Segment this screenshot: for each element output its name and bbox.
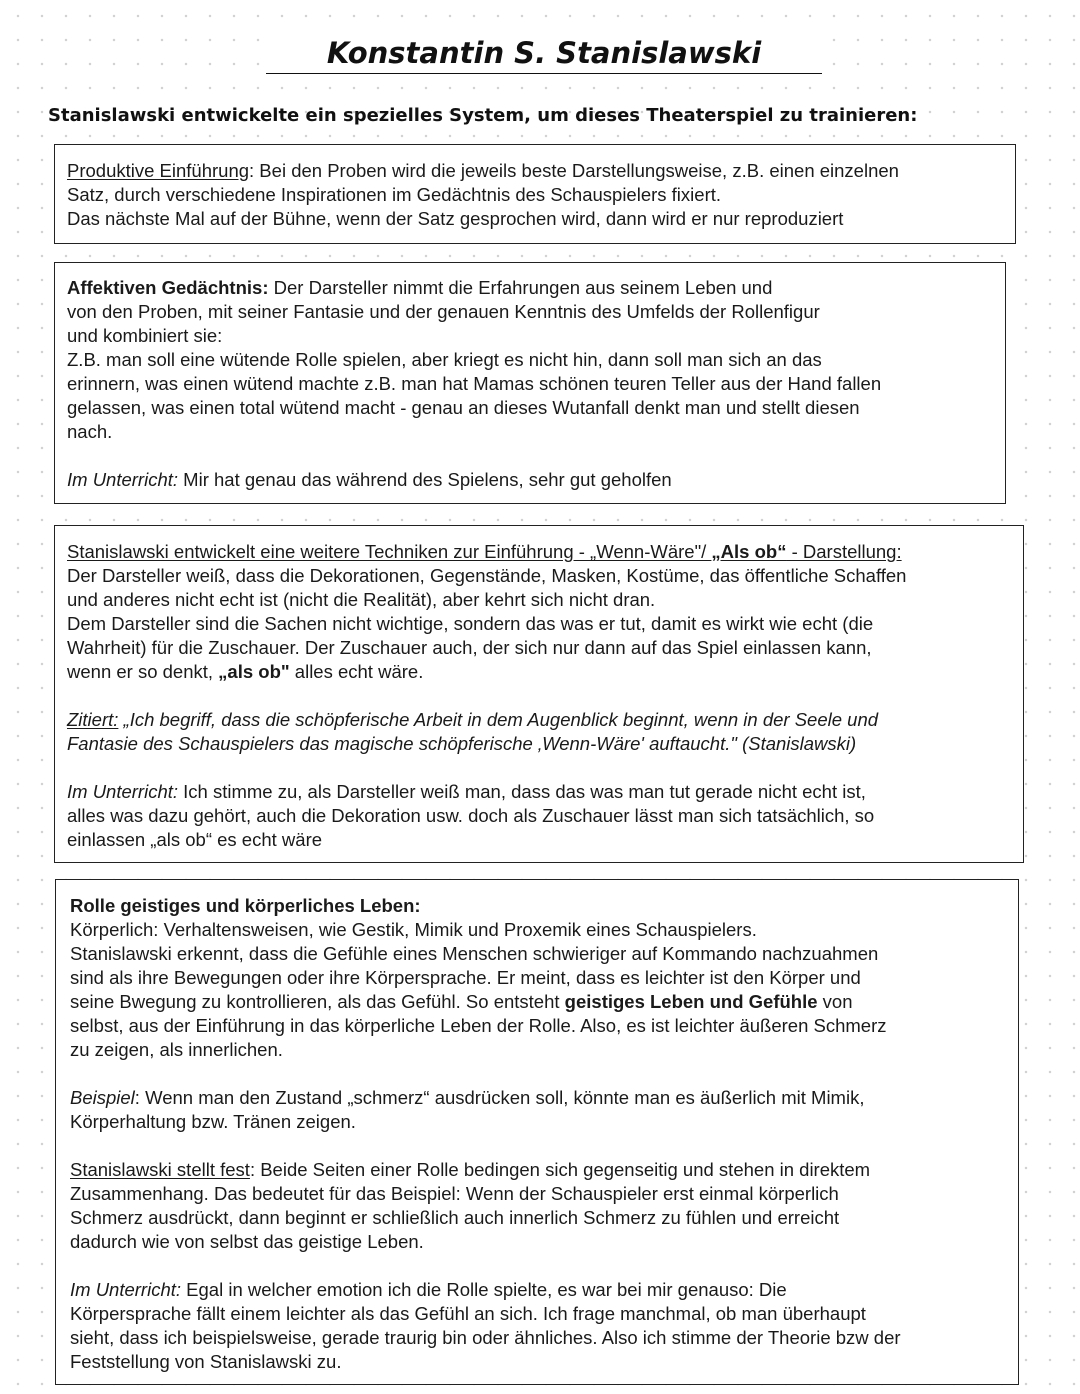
- emphasis-text: „als ob": [218, 661, 290, 682]
- quote: [67, 708, 1011, 756]
- class-note: [67, 468, 993, 492]
- intro-text: Stanislawski entwickelte ein spezielles System, um dieses Theaterspiel zu trainieren:: [48, 105, 918, 126]
- class-note-label: Im Unterricht:: [67, 469, 179, 490]
- section-heading: [67, 541, 902, 562]
- heading-bold: „Als ob“: [711, 541, 787, 562]
- section-text: Der Darsteller nimmt die Erfahrungen aus seinem Leben und von den Proben, mit seiner Fantasie und der genauen Kenntnis des Umfelds der Rollenfigur und kombiniert sie: Z.B. man soll eine wütende Rolle spielen, aber kriegt es nicht hin, dann soll man sich an das erinnern, was einen wütend machte z.B. man hat Mamas schönen teuren Teller aus der Hand fallen gelassen, was einen total wütend macht - genau an dieses Wutanfall denkt man und stellt diesen nach.: [67, 277, 882, 442]
- class-note-text: Ich stimme zu, als Darsteller weiß man, dass das was man tut gerade nicht echt ist, alles was dazu gehört, auch die Dekoration usw. doch als Zuschauer lässt man sich tatsächlich, so einlassen „als ob“ es echt wäre: [67, 781, 875, 850]
- section-text: von selbst, aus der Einführung in das körperliche Leben der Rolle. Also, es ist leichter äußeren Schmerz zu zeigen, als innerlichen.: [70, 991, 887, 1060]
- class-note-label: Im Unterricht:: [70, 1279, 182, 1300]
- section-affektives-gedaechtnis: [54, 262, 1006, 504]
- class-note-text: Mir hat genau das während des Spielens, sehr gut geholfen: [178, 469, 672, 490]
- heading-part: - Darstellung:: [786, 541, 902, 562]
- section-heading: Produktive Einführung: [67, 160, 250, 181]
- quote-text: „Ich begriff, dass die schöpferische Arbeit in dem Augenblick beginnt, wenn in der Seele und Fantasie des Schauspielers das magische schöpferische ‚Wenn-Wäre' auftaucht." (Stanislawski): [67, 709, 879, 754]
- finding-text: : Beide Seiten einer Rolle bedingen sich gegenseitig und stehen in direktem Zusammenhang. Das bedeutet für das Beispiel: Wenn der Schauspieler erst einmal körperlich Schmerz ausdrückt, dann beginnt er schließlich auch innerlich Schmerz zu fühlen und erreicht dadurch wie von selbst das geistige Leben.: [70, 1159, 871, 1252]
- class-note-label: Im Unterricht:: [67, 781, 179, 802]
- section-produktive-einfuehrung: [54, 144, 1016, 244]
- section-body: [70, 894, 1004, 1062]
- section-body: [67, 276, 993, 444]
- example-text: : Wenn man den Zustand „schmerz“ ausdrücken soll, könnte man es äußerlich mit Mimik, Körperhaltung bzw. Tränen zeigen.: [70, 1087, 865, 1132]
- section-text: alles echt wäre.: [289, 661, 424, 682]
- section-text: Der Darsteller weiß, dass die Dekorationen, Gegenstände, Masken, Kostüme, das öffentliche Schaffen und anderes nicht echt ist (nicht die Realität), aber kehrt sich nicht dran. Dem Darsteller sind die Sachen nicht wichtige, sondern das was er tut, damit es wirkt wie echt (die Wahrheit) für die Zuschauer. Der Zuschauer auch, der sich nur dann auf das Spiel einlassen kann, wenn er so denkt,: [67, 565, 907, 682]
- section-heading: Affektiven Gedächtnis:: [67, 277, 269, 298]
- section-geistiges-koerperliches-leben: [55, 879, 1019, 1385]
- finding: [70, 1158, 1004, 1254]
- section-text: Körperlich: Verhaltensweisen, wie Gestik, Mimik und Proxemik eines Schauspielers. Stanislawski erkennt, dass die Gefühle eines Menschen schwieriger auf Kommando nachzuahmen sind als ihre Bewegungen oder ihre Körpersprache. Er meint, dass es leichter ist den Körper und seine Bwegung zu kontrollieren, als das Gefühl. So entsteht: [70, 919, 879, 1012]
- quote-label: Zitiert:: [67, 709, 119, 730]
- section-body: [67, 540, 1011, 684]
- page-title: Konstantin S. Stanislawski: [266, 34, 822, 74]
- class-note-text: Egal in welcher emotion ich die Rolle spielte, es war bei mir genauso: Die Körpersprache fällt einem leichter als das Gefühl an sich. Ich frage manchmal, ob man überhaupt sieht, dass ich beispielsweise, gerade traurig bin oder ähnliches. Also ich stimme der Theorie bzw der Feststellung von Stanislawski zu.: [70, 1279, 901, 1372]
- example-label: Beispiel: [70, 1087, 135, 1108]
- section-heading: Rolle geistiges und körperliches Leben:: [70, 895, 421, 916]
- section-text: : Bei den Proben wird die jeweils beste Darstellungsweise, z.B. einen einzelnen Satz, durch verschiedene Inspirationen im Gedächtnis des Schauspielers fixiert. Das nächste Mal auf der Bühne, wenn der Satz gesprochen wird, dann wird er nur reproduziert: [67, 160, 899, 229]
- section-body: [67, 159, 1003, 231]
- class-note: [67, 780, 1011, 852]
- example: [70, 1086, 1004, 1134]
- section-wenn-waere: [54, 525, 1024, 863]
- class-note: [70, 1278, 1004, 1374]
- heading-part: Stanislawski entwickelt eine weitere Techniken zur Einführung - „Wenn-Wäre"/: [67, 541, 712, 562]
- emphasis-text: geistiges Leben und Gefühle: [564, 991, 818, 1012]
- finding-label: Stanislawski stellt fest: [70, 1159, 250, 1180]
